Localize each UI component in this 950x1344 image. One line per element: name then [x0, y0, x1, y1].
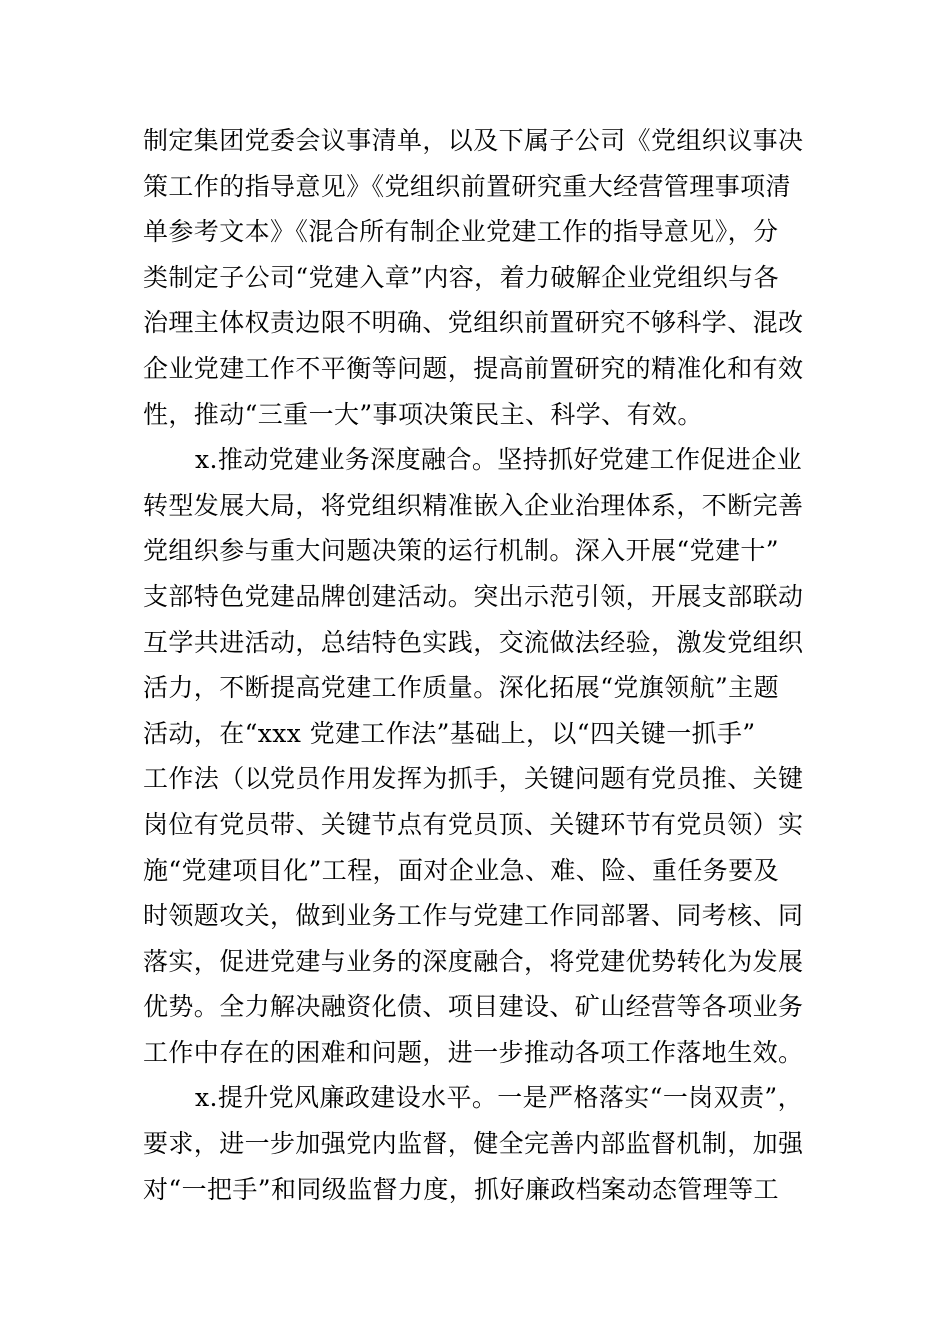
text-line: 岗位有党员带、关键节点有党员顶、关键环节有党员领）实 — [143, 809, 804, 839]
text-line: 落实，促进党建与业务的深度融合，将党建优势转化为发展 — [143, 946, 804, 976]
text-line: 时领题攻关，做到业务工作与党建工作同部署、同考核、同 — [143, 901, 804, 931]
text-line: 活力，不断提高党建工作质量。深化拓展“党旗领航”主题 — [143, 673, 779, 703]
text-line: 对“一把手”和同级监督力度，抓好廉政档案动态管理等工 — [143, 1174, 779, 1204]
text-line: 支部特色党建品牌创建活动。突出示范引领，开展支部联动 — [143, 581, 804, 611]
text-line: 治理主体权责边限不明确、党组织前置研究不够科学、混改 — [143, 308, 804, 338]
text-line: 类制定子公司“党建入章”内容，着力破解企业党组织与各 — [143, 262, 779, 292]
text-line: 优势。全力解决融资化债、项目建设、矿山经营等各项业务 — [143, 992, 804, 1022]
paragraph-heading-line: x.提升党风廉政建设水平。一是严格落实“一岗双责”， — [195, 1083, 804, 1113]
text-line: 互学共进活动，总结特色实践，交流做法经验，激发党组织 — [143, 627, 804, 657]
text-line: 工作法（以党员作用发挥为抓手，关键问题有党员推、关键 — [143, 764, 804, 794]
text-line: 活动，在“xxx 党建工作法”基础上，以“四关键一抓手” — [143, 718, 756, 748]
text-line: 企业党建工作不平衡等问题，提高前置研究的精准化和有效 — [143, 353, 804, 383]
paragraph-heading-line: x.推动党建业务深度融合。坚持抓好党建工作促进企业 — [195, 445, 803, 475]
text-line: 单参考文本》《混合所有制企业党建工作的指导意见》，分 — [143, 217, 779, 247]
document-body — [143, 118, 809, 1212]
text-line: 党组织参与重大问题决策的运行机制。深入开展“党建十” — [143, 536, 779, 566]
text-line: 制定集团党委会议事清单，以及下属子公司《党组织议事决 — [143, 126, 804, 155]
text-line: 要求，进一步加强党内监督，健全完善内部监督机制，加强 — [143, 1129, 804, 1159]
text-line: 转型发展大局，将党组织精准嵌入企业治理体系，不断完善 — [143, 490, 804, 520]
text-line: 性，推动“三重一大”事项决策民主、科学、有效。 — [143, 399, 703, 429]
text-line: 施“党建项目化”工程，面对企业急、难、险、重任务要及 — [143, 855, 779, 885]
text-line: 工作中存在的困难和问题，进一步推动各项工作落地生效。 — [143, 1037, 804, 1067]
text-line: 策工作的指导意见》《党组织前置研究重大经营管理事项清 — [143, 171, 791, 201]
